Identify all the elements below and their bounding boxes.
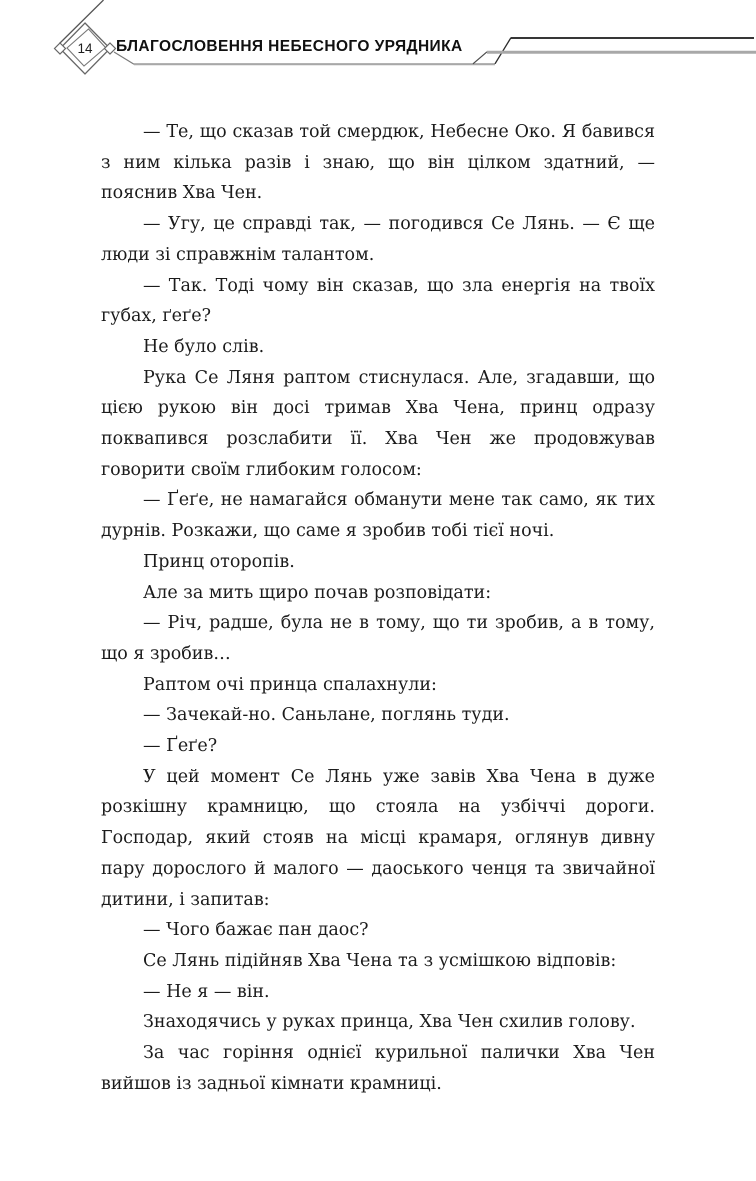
zigzag-diagonal-dark [495, 38, 511, 64]
paragraph: Раптом очі принца спалахнули: [143, 674, 437, 695]
running-title: БЛАГОСЛОВЕННЯ НЕБЕСНОГО УРЯДНИКА [116, 38, 463, 55]
paragraph: За час горіння однієї курильної палички Хва Чен вийшов із задньої кімнати крамниці. [101, 1043, 655, 1094]
paragraph: — Угу, це справді так, — погодився Се Лянь. — Є ще люди зі справжнім талантом. [101, 214, 655, 265]
paragraph: Але за мить щиро почав розповідати: [143, 582, 492, 603]
paragraph: — Так. Тоді чому він сказав, що зла енергія на твоїх губах, ґеґе? [101, 275, 655, 327]
paragraph: — Зачекай-но. Саньлане, поглянь туди. [143, 705, 510, 726]
paragraph: Се Лянь підійняв Хва Чена та з усмішкою відповів: [143, 950, 617, 971]
paragraph: Знаходячись у руках принца, Хва Чен схилив голову. [143, 1012, 636, 1033]
paragraph: — Чого бажає пан даос? [143, 920, 369, 941]
page-body [101, 117, 655, 1100]
page-number: 14 [77, 41, 93, 56]
paragraph: — Те, що сказав той смердюк, Небесне Око. Я бавився з ним кілька разів і знаю, що він цілком здатний, — пояснив Хва Чен. [101, 122, 655, 204]
paragraph: Принц оторопів. [143, 551, 295, 572]
paragraph: — Ґеґе? [143, 736, 218, 757]
paragraph: Не було слів. [143, 336, 265, 357]
paragraph: Рука Се Ляня раптом стиснулася. Але, згадавши, що цією рукою він досі тримав Хва Чена, принц одразу поквапився розслабити її. Хва Чен же продовжував говорити своїм глибоким голосом: [101, 367, 655, 480]
paragraph: — Річ, радше, була не в тому, що ти зробив, а в тому, що я зробив… [101, 613, 655, 664]
paragraph: У цей момент Се Лянь уже завів Хва Чена в дуже розкішну крамницю, що стояла на узбіччі дороги. Господар, який стояв на місці крамаря, оглянув дивну пару дорослого й малого — даоського ченця та звичайної дитини, і запитав: [101, 766, 655, 910]
zigzag-diagonal-gray [473, 52, 487, 64]
paragraph: — Ґеґе, не намагайся обманути мене так само, як тих дурнів. Розкажи, що саме я зробив тобі тієї ночі. [101, 490, 655, 542]
paragraph: — Не я — він. [143, 981, 270, 1002]
